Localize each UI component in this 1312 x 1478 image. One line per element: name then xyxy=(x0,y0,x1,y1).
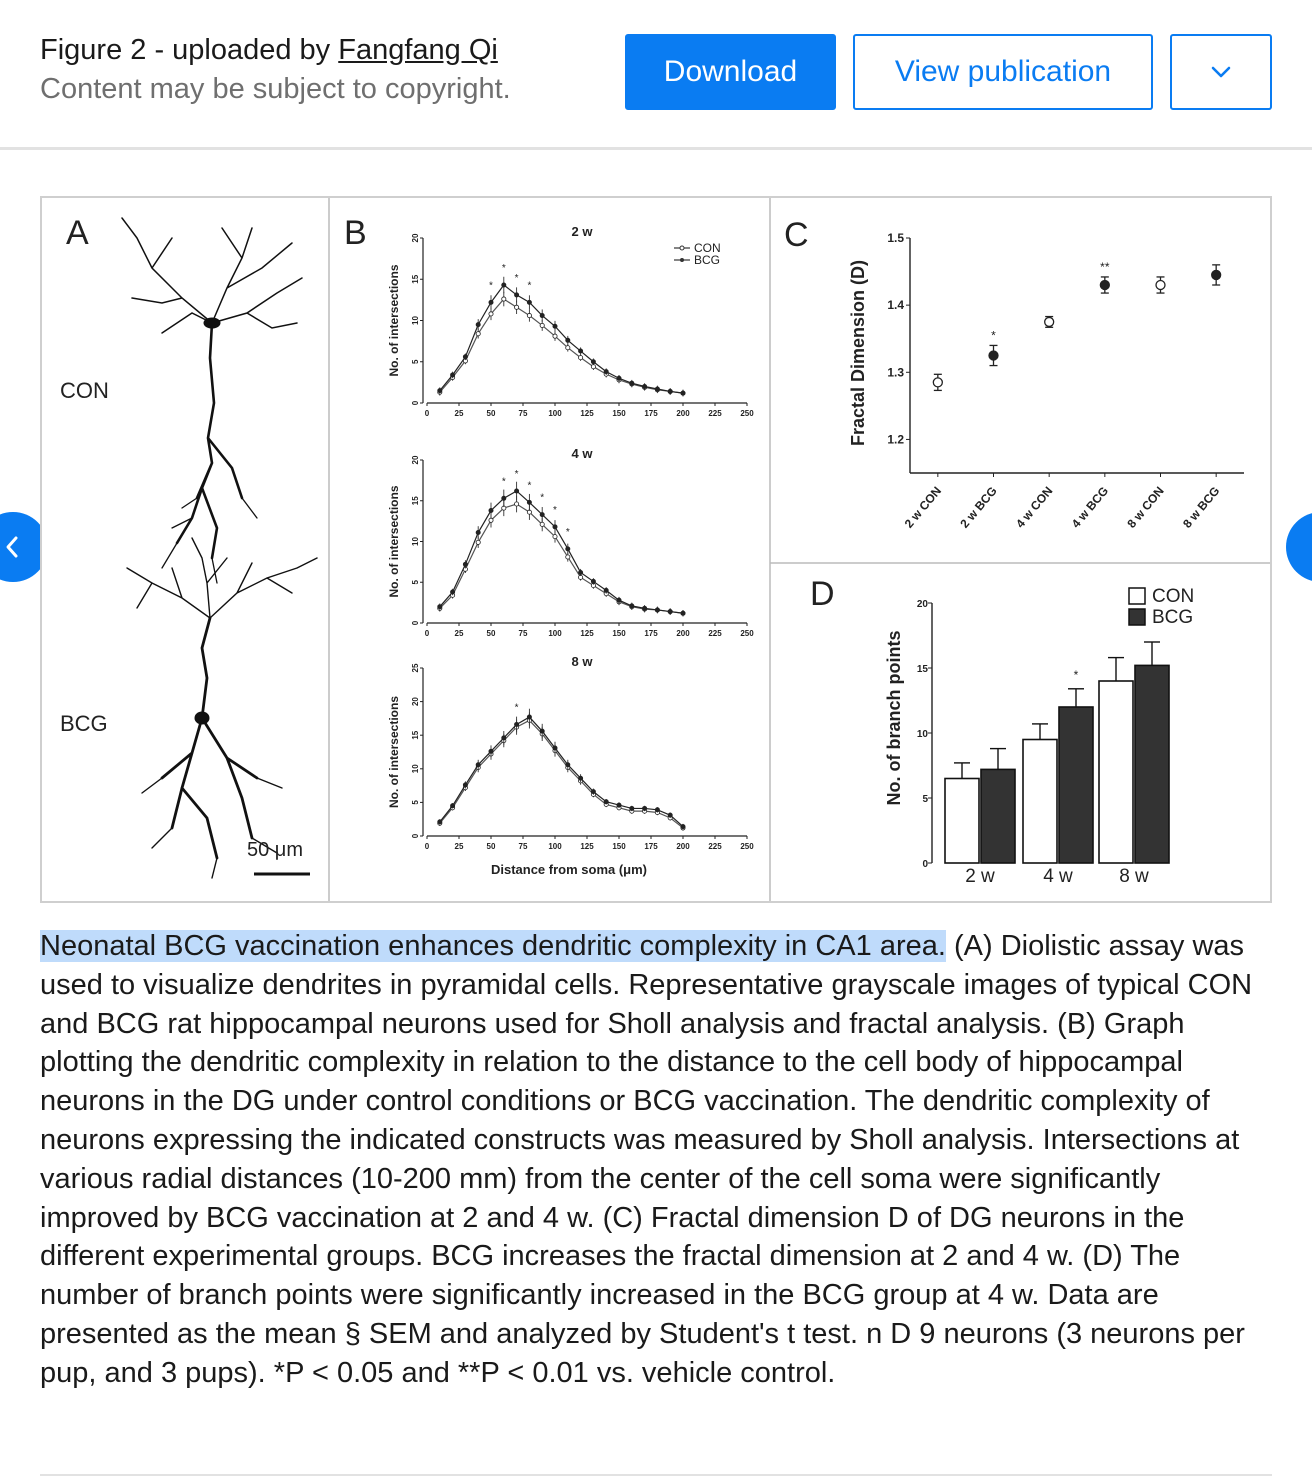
chevron-right-icon xyxy=(1286,512,1312,582)
uploader-link[interactable]: Fangfang Qi xyxy=(338,34,498,66)
fractal-significance: ** xyxy=(1100,259,1110,274)
sholl-point-bcg xyxy=(655,608,659,612)
sholl-significance: * xyxy=(565,526,570,538)
sholl-point-bcg xyxy=(438,820,442,824)
sholl-y-tick-label: 5 xyxy=(411,800,420,805)
sholl-line-bcg xyxy=(440,491,683,613)
sholl-point-con xyxy=(591,365,595,369)
figure-header xyxy=(0,0,1312,150)
sholl-point-bcg xyxy=(515,489,519,493)
sholl-x-tick-label: 175 xyxy=(644,629,658,638)
sholl-significance: * xyxy=(527,480,532,492)
sholl-x-tick-label: 175 xyxy=(644,409,658,418)
panel-a-letter: A xyxy=(66,214,89,252)
sholl-point-con xyxy=(540,323,544,327)
sholl-point-bcg xyxy=(681,391,685,395)
sholl-x-tick-label: 200 xyxy=(676,409,690,418)
panel-d-ylabel: No. of branch points xyxy=(884,630,904,806)
sholl-point-bcg xyxy=(591,790,595,794)
panel-d xyxy=(810,575,1194,887)
sholl-point-bcg xyxy=(617,376,621,380)
sholl-significance: * xyxy=(514,702,519,714)
sholl-point-con xyxy=(476,540,480,544)
sholl-point-con xyxy=(566,346,570,350)
sholl-point-bcg xyxy=(553,525,557,529)
branch-y-tick-label: 20 xyxy=(916,599,928,610)
sholl-point-con xyxy=(553,535,557,539)
branch-y-tick-label: 10 xyxy=(916,729,928,740)
more-options-button[interactable] xyxy=(1170,34,1272,110)
sholl-plot-8w xyxy=(387,654,754,851)
branch-bar-bcg xyxy=(1059,707,1093,863)
sholl-point-bcg xyxy=(489,508,493,512)
fractal-point xyxy=(1156,281,1165,290)
sholl-point-bcg xyxy=(643,606,647,610)
sholl-x-tick-label: 100 xyxy=(548,842,562,851)
fractal-significance: * xyxy=(991,328,996,343)
sholl-point-bcg xyxy=(643,384,647,388)
sholl-point-bcg xyxy=(579,349,583,353)
sholl-point-bcg xyxy=(489,300,493,304)
sholl-y-tick-label: 5 xyxy=(411,359,420,364)
sholl-x-tick-label: 50 xyxy=(486,842,496,851)
sholl-x-tick-label: 200 xyxy=(676,842,690,851)
panel-d-legend-con: CON xyxy=(1152,586,1195,607)
sholl-point-bcg xyxy=(579,776,583,780)
sholl-y-tick-label: 15 xyxy=(411,274,420,284)
sholl-x-tick-label: 125 xyxy=(580,629,594,638)
panel-b xyxy=(344,214,754,877)
sholl-point-bcg xyxy=(604,370,608,374)
sholl-y-tick-label: 10 xyxy=(411,764,420,774)
sholl-point-bcg xyxy=(438,605,442,609)
sholl-point-bcg xyxy=(540,729,544,733)
sholl-point-bcg xyxy=(489,749,493,753)
sholl-x-tick-label: 75 xyxy=(518,842,528,851)
sholl-y-tick-label: 0 xyxy=(411,833,420,839)
panel-c xyxy=(784,216,1244,531)
panel-c-ylabel: Fractal Dimension (D) xyxy=(848,259,868,447)
sholl-x-tick-label: 100 xyxy=(548,409,562,418)
figure-graphic xyxy=(42,198,1270,901)
sholl-point-con xyxy=(527,313,531,317)
sholl-line-con xyxy=(440,299,683,393)
sholl-point-bcg xyxy=(540,513,544,517)
sholl-point-con xyxy=(489,518,493,522)
branch-bar-con xyxy=(1023,740,1057,864)
sholl-point-bcg xyxy=(438,389,442,393)
sholl-point-bcg xyxy=(463,783,467,787)
figure-image[interactable] xyxy=(40,196,1272,903)
sholl-point-bcg xyxy=(502,736,506,740)
con-neuron-image xyxy=(122,218,302,583)
sholl-point-con xyxy=(489,312,493,316)
sholl-x-tick-label: 150 xyxy=(612,842,626,851)
sholl-point-bcg xyxy=(476,763,480,767)
sholl-point-bcg xyxy=(451,373,455,377)
sholl-x-tick-label: 150 xyxy=(612,629,626,638)
sholl-point-bcg xyxy=(515,722,519,726)
panel-b-legend xyxy=(674,241,721,267)
sholl-x-tick-label: 250 xyxy=(740,409,754,418)
sholl-y-tick-label: 15 xyxy=(411,496,420,506)
caption-highlight: Neonatal BCG vaccination enhances dendritic complexity in CA1 area. xyxy=(40,930,946,962)
panel-b-letter: B xyxy=(344,214,367,252)
sholl-x-tick-label: 100 xyxy=(548,629,562,638)
sholl-x-tick-label: 50 xyxy=(486,409,496,418)
sholl-y-tick-label: 0 xyxy=(411,620,420,626)
fractal-x-tick-label: 2 w CON xyxy=(901,483,945,531)
sholl-x-tick-label: 200 xyxy=(676,629,690,638)
sholl-point-bcg xyxy=(502,283,506,287)
sholl-x-tick-label: 50 xyxy=(486,629,496,638)
sholl-point-bcg xyxy=(591,360,595,364)
sholl-point-bcg xyxy=(553,324,557,328)
sholl-point-con xyxy=(476,332,480,336)
sholl-line-con xyxy=(440,504,683,613)
sholl-point-bcg xyxy=(630,381,634,385)
fractal-plot xyxy=(887,231,1244,531)
scale-bar-label: 50 μm xyxy=(247,839,303,861)
figure-caption xyxy=(40,927,1280,1393)
panel-b-legend-bcg: BCG xyxy=(694,253,721,267)
panel-a-con-label: CON xyxy=(60,378,109,403)
panel-d-legend xyxy=(1129,586,1194,628)
sholl-significance: * xyxy=(489,280,493,292)
sholl-point-con xyxy=(502,297,506,301)
sholl-point-bcg xyxy=(668,813,672,817)
figure-title-prefix: Figure 2 - uploaded by xyxy=(40,34,339,66)
fractal-y-tick-label: 1.4 xyxy=(887,298,904,313)
fractal-point xyxy=(1100,281,1109,290)
sholl-y-tick-label: 15 xyxy=(411,730,420,740)
next-figure-button[interactable] xyxy=(1286,512,1312,582)
sholl-x-tick-label: 125 xyxy=(580,842,594,851)
sholl-point-bcg xyxy=(617,598,621,602)
sholl-point-bcg xyxy=(617,803,621,807)
sholl-y-tick-label: 0 xyxy=(411,400,420,406)
sholl-x-tick-label: 150 xyxy=(612,409,626,418)
fractal-x-tick-label: 8 w BCG xyxy=(1180,483,1223,531)
sholl-y-label: No. of intersections xyxy=(387,264,401,377)
branch-y-tick-label: 0 xyxy=(922,859,928,870)
branch-points-plot xyxy=(917,599,1169,887)
sholl-point-bcg xyxy=(668,389,672,393)
branch-x-tick-label: 2 w xyxy=(965,866,995,887)
sholl-point-bcg xyxy=(527,715,531,719)
sholl-point-bcg xyxy=(668,609,672,613)
sholl-x-tick-label: 125 xyxy=(580,409,594,418)
sholl-x-tick-label: 225 xyxy=(708,409,722,418)
sholl-point-bcg xyxy=(655,387,659,391)
sholl-y-label: No. of intersections xyxy=(387,485,401,598)
caption-body: (A) Diolistic assay was used to visualize dendrites in pyramidal cells. Representative grayscale images of typical CON and BCG rat hippocampal neurons used for Sholl analysis and fractal analysis. (B) Graph plotting the dendritic complexity in relation to the distance to the cell body of hippocampal neurons in the DG under control conditions or BCG vaccination. The dendritic complexity of neurons expressing the indicated constructs was measured by Sholl analysis. Intersections at various radial distances (10-200 mm) from the center of the cell soma were significantly improved by BCG vaccination at 2 and 4 w. (C) Fractal dimension D of DG neurons in the different experimental groups. BCG increases the fractal dimension at 2 and 4 w. (D) The number of branch points were significantly increased in the BCG group at 4 w. Data are presented as the mean § SEM and analyzed by Student's t test. n D 9 neurons (3 neurons per pup, and 3 pups). *P < 0.05 and **P < 0.01 vs. vehicle control. xyxy=(40,930,1253,1389)
fractal-y-tick-label: 1.3 xyxy=(887,365,904,380)
sholl-point-con xyxy=(540,522,544,526)
panel-b-xlabel: Distance from soma (μm) xyxy=(490,862,648,877)
sholl-point-bcg xyxy=(527,500,531,504)
fractal-y-tick-label: 1.5 xyxy=(887,231,904,245)
sholl-significance: * xyxy=(501,263,506,275)
fractal-x-tick-label: 4 w BCG xyxy=(1068,483,1112,531)
sholl-point-bcg xyxy=(566,547,570,551)
sholl-x-tick-label: 250 xyxy=(740,842,754,851)
footer-divider xyxy=(40,1474,1272,1476)
fractal-point xyxy=(1212,270,1221,279)
sholl-y-tick-label: 20 xyxy=(411,455,420,465)
sholl-x-tick-label: 0 xyxy=(424,409,430,418)
branch-bar-bcg xyxy=(981,769,1015,863)
branch-y-tick-label: 5 xyxy=(922,794,928,805)
sholl-point-con xyxy=(566,555,570,559)
sholl-point-con xyxy=(515,502,519,506)
sholl-point-con xyxy=(515,305,519,309)
sholl-plot-4w xyxy=(387,446,754,638)
sholl-point-bcg xyxy=(515,293,519,297)
sholl-x-tick-label: 75 xyxy=(518,409,528,418)
panel-d-legend-bcg: BCG xyxy=(1152,607,1194,628)
fractal-y-tick-label: 1.2 xyxy=(887,432,904,447)
sholl-y-tick-label: 20 xyxy=(411,697,420,707)
download-button[interactable]: Download xyxy=(625,34,836,110)
sholl-x-tick-label: 250 xyxy=(740,629,754,638)
sholl-plot-title: 2 w xyxy=(571,224,593,239)
sholl-y-tick-label: 20 xyxy=(411,233,420,243)
sholl-x-tick-label: 225 xyxy=(708,629,722,638)
sholl-plots xyxy=(387,224,754,851)
sholl-point-bcg xyxy=(451,590,455,594)
sholl-point-bcg xyxy=(630,806,634,810)
fractal-point xyxy=(1045,317,1054,326)
copyright-notice: Content may be subject to copyright. xyxy=(40,73,511,105)
sholl-significance: * xyxy=(514,272,519,284)
sholl-significance: * xyxy=(501,476,506,488)
branch-bar-con xyxy=(1099,681,1133,863)
sholl-point-bcg xyxy=(604,800,608,804)
sholl-point-bcg xyxy=(451,804,455,808)
fractal-x-tick-label: 2 w BCG xyxy=(957,483,1000,531)
sholl-point-bcg xyxy=(540,313,544,317)
sholl-y-tick-label: 10 xyxy=(411,537,420,546)
sholl-point-bcg xyxy=(476,323,480,327)
sholl-significance: * xyxy=(553,504,557,516)
sholl-point-bcg xyxy=(566,338,570,342)
sholl-y-label: No. of intersections xyxy=(387,695,401,809)
sholl-plot-title: 8 w xyxy=(571,654,593,669)
sholl-point-bcg xyxy=(681,611,685,615)
branch-x-tick-label: 4 w xyxy=(1043,866,1073,887)
sholl-x-tick-label: 25 xyxy=(454,409,464,418)
sholl-point-bcg xyxy=(566,763,570,767)
sholl-significance: * xyxy=(514,468,519,480)
panel-c-letter: C xyxy=(784,216,809,254)
sholl-point-con xyxy=(553,334,557,338)
panel-d-letter: D xyxy=(810,575,835,613)
sholl-x-tick-label: 25 xyxy=(454,629,464,638)
panel-a-bcg-label: BCG xyxy=(60,711,108,736)
sholl-significance: * xyxy=(527,280,532,292)
figure-title xyxy=(40,34,498,67)
sholl-x-tick-label: 25 xyxy=(454,842,464,851)
sholl-x-tick-label: 175 xyxy=(644,842,658,851)
sholl-y-tick-label: 5 xyxy=(411,580,420,585)
sholl-significance: * xyxy=(540,492,545,504)
sholl-x-tick-label: 75 xyxy=(518,629,528,638)
sholl-point-bcg xyxy=(527,300,531,304)
sholl-point-bcg xyxy=(476,530,480,534)
sholl-point-bcg xyxy=(681,824,685,828)
sholl-point-bcg xyxy=(604,588,608,592)
chevron-down-icon xyxy=(1206,62,1236,82)
sholl-point-bcg xyxy=(591,579,595,583)
fractal-x-tick-label: 8 w CON xyxy=(1124,483,1167,531)
bcg-neuron-image xyxy=(127,538,317,878)
sholl-point-bcg xyxy=(553,746,557,750)
sholl-point-bcg xyxy=(630,604,634,608)
view-publication-button[interactable]: View publication xyxy=(853,34,1153,110)
branch-x-tick-label: 8 w xyxy=(1119,866,1149,887)
sholl-point-bcg xyxy=(579,570,583,574)
fractal-x-tick-label: 4 w CON xyxy=(1013,483,1056,531)
sholl-y-tick-label: 10 xyxy=(411,316,420,325)
branch-bar-con xyxy=(945,779,979,864)
sholl-plot-title: 4 w xyxy=(571,446,593,461)
sholl-point-bcg xyxy=(463,355,467,359)
sholl-x-tick-label: 0 xyxy=(424,629,430,638)
sholl-point-bcg xyxy=(643,806,647,810)
branch-significance: * xyxy=(1073,667,1079,682)
panel-a xyxy=(60,214,317,878)
sholl-point-bcg xyxy=(655,808,659,812)
sholl-y-tick-label: 25 xyxy=(411,663,420,673)
branch-y-tick-label: 15 xyxy=(916,664,928,675)
sholl-point-con xyxy=(579,356,583,360)
sholl-point-bcg xyxy=(463,562,467,566)
fractal-point xyxy=(989,351,998,360)
sholl-x-tick-label: 225 xyxy=(708,842,722,851)
sholl-x-tick-label: 0 xyxy=(424,842,430,851)
fractal-point xyxy=(933,378,942,387)
sholl-point-bcg xyxy=(502,496,506,500)
branch-bar-bcg xyxy=(1135,665,1169,863)
panel-b-legend-con: CON xyxy=(694,241,721,255)
